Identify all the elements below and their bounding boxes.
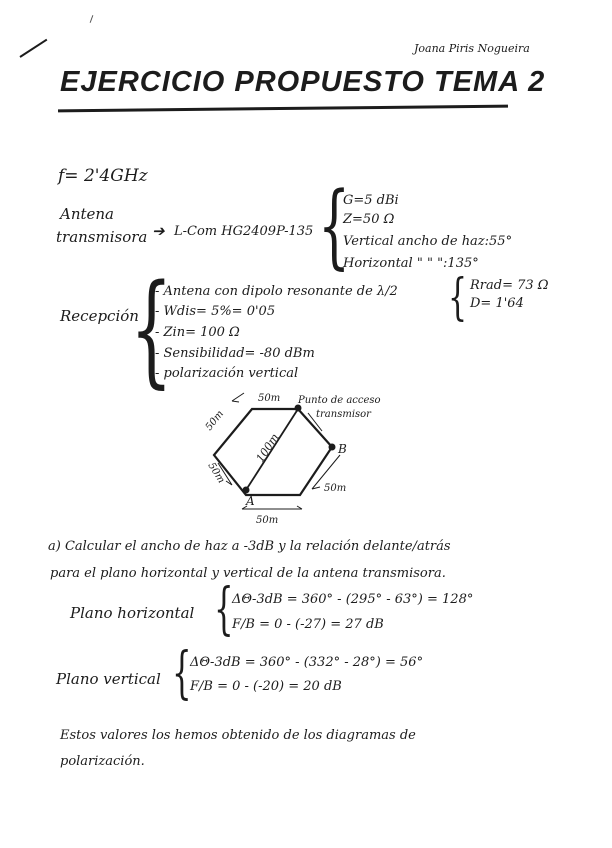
vertical-plane-brace: {	[172, 641, 192, 706]
point-b-dot	[329, 444, 336, 451]
dimension-arrow-upper-left	[232, 393, 244, 402]
tx-spec-gain: G=5 dBi	[343, 193, 399, 208]
reception-item-polarization: - polarización vertical	[155, 366, 299, 381]
tx-specs-brace: {	[318, 172, 351, 279]
tx-antenna-model: L-Com HG2409P-135	[174, 224, 314, 239]
horizontal-fb-ratio: F/B = 0 - (-27) = 27 dB	[232, 617, 384, 632]
label-top-side: 50m	[258, 393, 281, 404]
label-diagonal: 100m	[253, 431, 282, 465]
area-diagram	[190, 385, 420, 535]
reception-label: Recepción	[60, 307, 139, 325]
reception-item-bandwidth: - Wdis= 5%= 0'05	[155, 304, 276, 319]
horizontal-plane-brace: {	[214, 577, 234, 642]
title-underline	[58, 105, 508, 113]
vertical-plane-label: Plano vertical	[56, 670, 161, 688]
label-access-point-1: Punto de acceso	[298, 395, 381, 406]
top-pen-tick	[90, 15, 94, 23]
label-point-a: A	[246, 494, 255, 508]
label-bottom-side: 50m	[256, 515, 279, 526]
horizontal-beamwidth: ΔΘ-3dB = 360° - (295° - 63°) = 128°	[232, 592, 474, 607]
frequency: f= 2'4GHz	[58, 166, 148, 186]
point-a-dot	[243, 487, 250, 494]
dipole-directivity: D= 1'64	[470, 296, 524, 311]
vertical-beamwidth: ΔΘ-3dB = 360° - (332° - 28°) = 56°	[190, 655, 424, 670]
reception-item-impedance: - Zin= 100 Ω	[155, 325, 240, 340]
tx-spec-horizontal-beamwidth: Horizontal " " ":135°	[343, 256, 479, 271]
label-upper-left-side: 50m	[203, 408, 227, 433]
reception-item-sensitivity: - Sensibilidad= -80 dBm	[155, 346, 315, 361]
page-title: EJERCICIO PROPUESTO TEMA 2	[60, 66, 546, 98]
tx-spec-impedance: Z=50 Ω	[343, 212, 395, 227]
dipole-rrad: Rrad= 73 Ω	[470, 278, 549, 293]
label-lower-left-side: 50m	[205, 460, 227, 486]
conclusion-line-1: Estos valores los hemos obtenido de los diagramas de	[60, 728, 416, 743]
tx-spec-vertical-beamwidth: Vertical ancho de haz:55°	[343, 234, 513, 249]
arrow-right-icon: ➔	[152, 222, 165, 240]
dipole-params-brace: {	[448, 268, 468, 326]
reception-item-dipole: - Antena con dipolo resonante de λ/2	[155, 284, 398, 299]
corner-pen-stroke	[19, 39, 47, 58]
author-name: Joana Piris Nogueira	[414, 42, 530, 55]
label-point-b: B	[338, 442, 347, 456]
label-lower-right-side: 50m	[324, 483, 347, 494]
conclusion-line-2: polarización.	[60, 754, 145, 769]
tx-antenna-label-2: transmisora	[56, 228, 148, 246]
question-a-line-2: para el plano horizontal y vertical de la antena transmisora.	[50, 566, 446, 581]
reception-brace: {	[130, 258, 173, 400]
vertical-fb-ratio: F/B = 0 - (-20) = 20 dB	[190, 679, 342, 694]
question-a-line-1: a) Calcular el ancho de haz a -3dB y la relación delante/atrás	[48, 539, 451, 554]
horizontal-plane-label: Plano horizontal	[70, 604, 195, 622]
label-access-point-2: transmisor	[316, 409, 371, 420]
tx-antenna-label-1: Antena	[60, 205, 115, 223]
